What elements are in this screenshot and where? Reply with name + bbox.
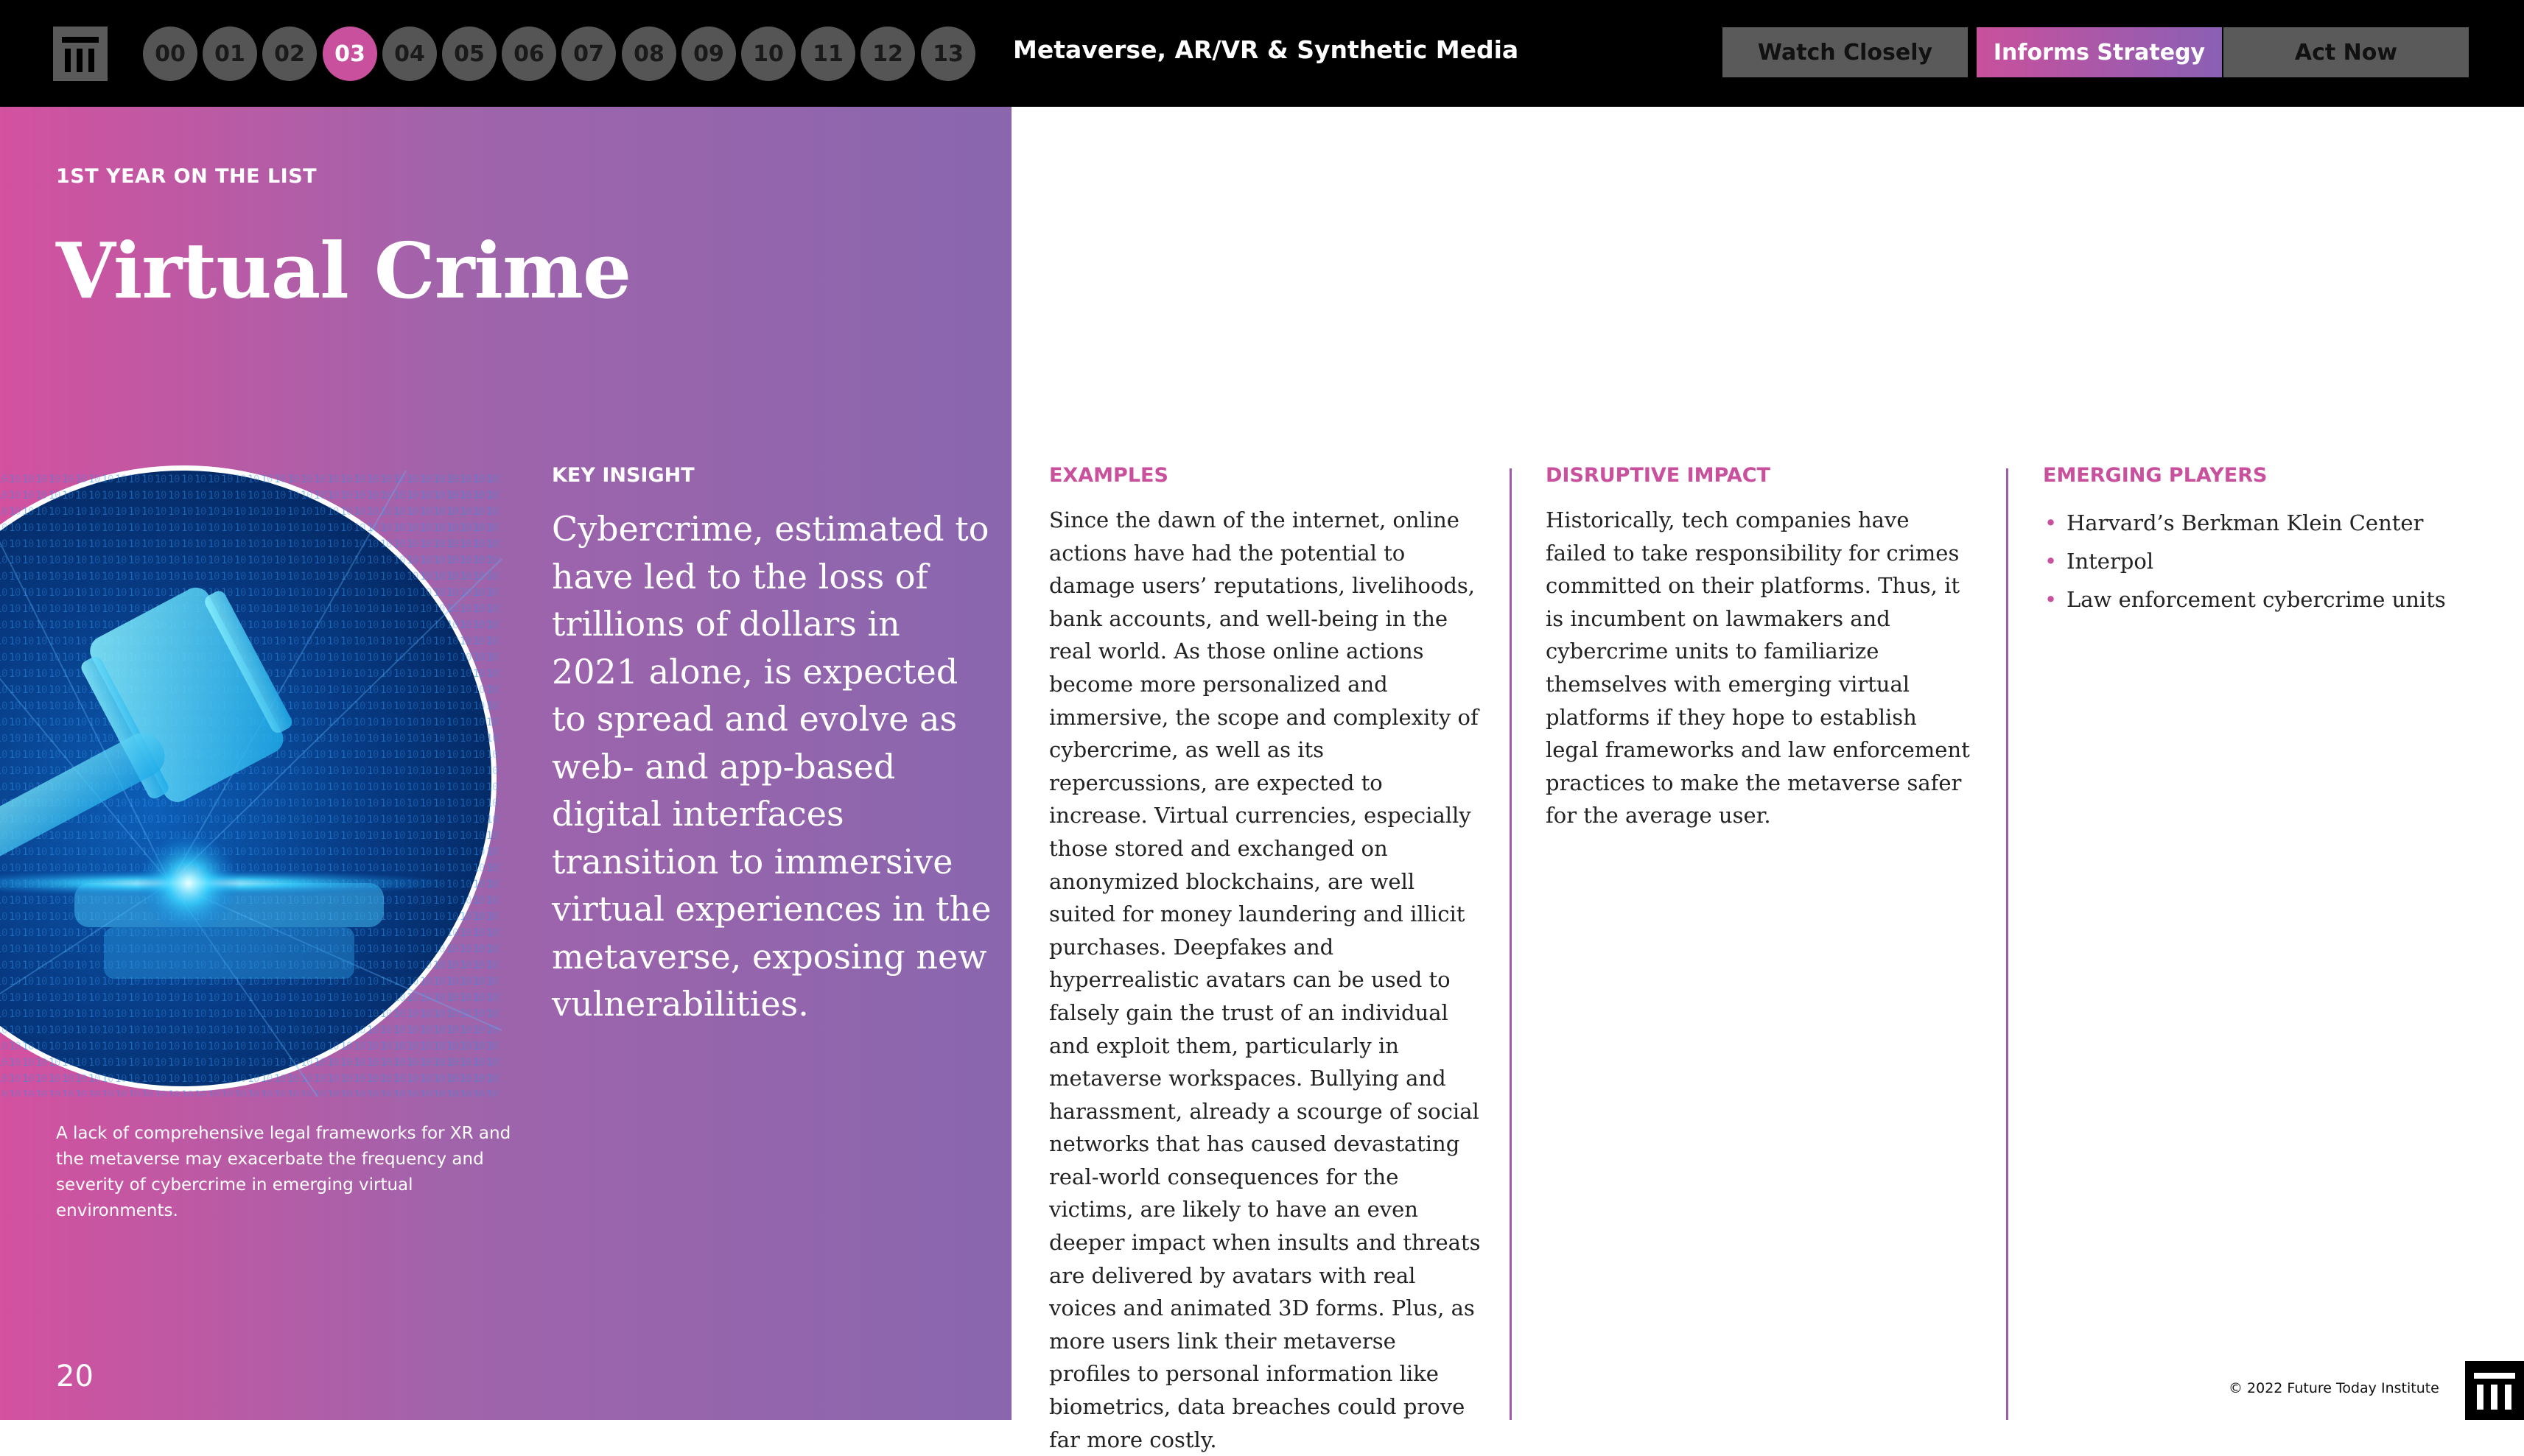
list-item: • Law enforcement cybercrime units — [2044, 580, 2446, 619]
key-insight-label: KEY INSIGHT — [552, 464, 695, 487]
chapter-nav-04[interactable]: 04 — [382, 27, 437, 81]
disruptive-impact-text: Historically, tech companies have failed to take responsibility for crimes committed on their platforms. Thus, it is incumbent on lawmakers and cybercrime units to familiarize themselves with emerging virtual platforms if they hope to establish legal frameworks and law enforcement practices to make the metaverse safer for the average user. — [1546, 507, 1970, 829]
chapter-nav-10[interactable]: 10 — [741, 27, 796, 81]
chapter-nav-00[interactable]: 00 — [143, 27, 197, 81]
emerging-players-list — [2044, 504, 2446, 619]
section-title: Metaverse, AR/VR & Synthetic Media — [1013, 35, 1519, 64]
examples-label: EXAMPLES — [1049, 464, 1168, 487]
chapter-nav-01[interactable]: 01 — [203, 27, 257, 81]
column-divider — [1510, 468, 1512, 1420]
examples-text: Since the dawn of the internet, online actions have had the potential to damage users’ reputations, livelihoods, bank accounts, and well-being in the real world. As those online actions become more personalized and immersive, the scope and complexity of cybercrime, as well as its repercussions, are expected to increase. Virtual currencies, especially those stored and exchanged on anonymized blockchains, are well suited for money laundering and illicit purchases. Deepfakes and hyperrealistic avatars can be used to falsely gain the trust of an individual and exploit them, particularly in metaverse workspaces. Bullying and harassment, already a scourge of social networks that has caused devastating real-world consequences for the victims, are likely to have an even deeper impact when insults and threats are delivered by avatars with real voices and animated 3D forms. Plus, as more users link their metaverse profiles to personal information like biometrics, data breaches could prove far more costly. — [1049, 507, 1481, 1452]
top-nav-bar — [0, 0, 2524, 107]
chapter-nav-08[interactable]: 08 — [622, 27, 676, 81]
chapter-nav-13[interactable]: 13 — [921, 27, 975, 81]
chapter-nav-05[interactable]: 05 — [442, 27, 497, 81]
tag-act-now[interactable]: Act Now — [2223, 27, 2469, 77]
list-item: • Interpol — [2044, 542, 2446, 580]
page-title: Virtual Crime — [56, 225, 631, 316]
gavel-binary-icon — [0, 465, 497, 1091]
column-divider — [2006, 468, 2008, 1420]
tag-watch-closely[interactable]: Watch Closely — [1722, 27, 1968, 77]
fti-logo-icon — [2465, 1361, 2524, 1420]
chapter-nav-03[interactable]: 03 — [323, 27, 377, 81]
chapter-nav-11[interactable]: 11 — [801, 27, 855, 81]
copyright: © 2022 Future Today Institute — [2229, 1380, 2439, 1396]
chapter-nav-06[interactable]: 06 — [502, 27, 556, 81]
chapter-nav-02[interactable]: 02 — [262, 27, 317, 81]
disruptive-impact-label: DISRUPTIVE IMPACT — [1546, 464, 1770, 487]
fti-logo-icon[interactable] — [53, 27, 108, 81]
list-item: • Harvard’s Berkman Klein Center — [2044, 504, 2446, 542]
year-on-list-label: 1ST YEAR ON THE LIST — [56, 165, 318, 188]
emerging-players-label: EMERGING PLAYERS — [2043, 464, 2268, 487]
chapter-nav-07[interactable]: 07 — [561, 27, 616, 81]
chapter-nav-09[interactable]: 09 — [681, 27, 736, 81]
tag-informs-strategy[interactable]: Informs Strategy — [1977, 27, 2222, 77]
image-caption: A lack of comprehensive legal frameworks for XR and the metaverse may exacerbate the frequency and severity of cybercrime in emerging virtual environments. — [56, 1124, 511, 1220]
key-insight-text: Cybercrime, estimated to have led to the loss of trillions of dollars in 2021 alone, is expected to spread and evolve as web- and app-based digital interfaces transition to immersive virtual experiences in the metaverse, exposing new vulnerabilities. — [552, 509, 992, 1024]
chapter-nav-12[interactable]: 12 — [860, 27, 915, 81]
page-number: 20 — [56, 1360, 94, 1393]
